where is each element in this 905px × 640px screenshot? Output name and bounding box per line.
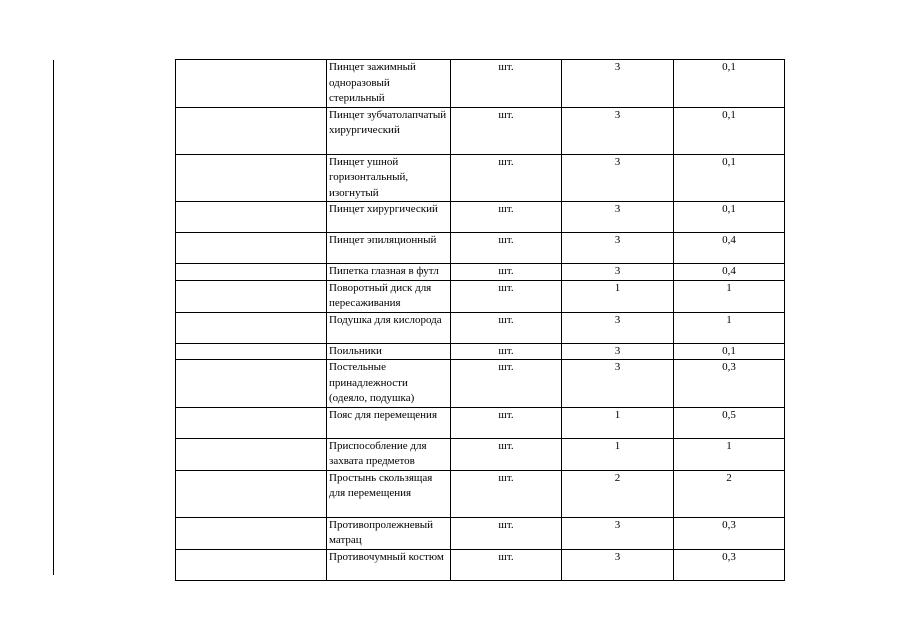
service-life-cell: 0,5 — [674, 407, 785, 438]
unit-cell: шт. — [451, 233, 562, 264]
quantity-cell: 3 — [562, 60, 674, 108]
unit-cell: шт. — [451, 549, 562, 580]
item-name-cell: Подушка для кислорода — [327, 312, 451, 343]
unit-cell: шт. — [451, 60, 562, 108]
service-life-cell: 0,3 — [674, 517, 785, 549]
quantity-cell: 3 — [562, 107, 674, 154]
quantity-cell: 1 — [562, 280, 674, 312]
quantity-cell: 3 — [562, 312, 674, 343]
unit-cell: шт. — [451, 107, 562, 154]
table-cell-empty — [176, 154, 327, 202]
item-name-cell: Простынь скользящая для перемещения — [327, 470, 451, 517]
table-row — [176, 280, 785, 312]
table-cell-empty — [176, 264, 327, 281]
item-name-cell: Пинцет ушной горизонтальный, изогнутый — [327, 154, 451, 202]
quantity-cell: 3 — [562, 549, 674, 580]
item-name-cell: Пинцет зубчатолапчатый хирургический — [327, 107, 451, 154]
service-life-cell: 1 — [674, 280, 785, 312]
unit-cell: шт. — [451, 470, 562, 517]
table-cell-empty — [176, 470, 327, 517]
quantity-cell: 3 — [562, 264, 674, 281]
unit-cell: шт. — [451, 280, 562, 312]
item-name-cell: Поильники — [327, 343, 451, 360]
table-row — [176, 202, 785, 233]
table-cell-empty — [176, 233, 327, 264]
table-row — [176, 470, 785, 517]
quantity-cell: 1 — [562, 438, 674, 470]
unit-cell: шт. — [451, 343, 562, 360]
service-life-cell: 0,3 — [674, 360, 785, 408]
service-life-cell: 1 — [674, 312, 785, 343]
table-cell-empty — [176, 343, 327, 360]
unit-cell: шт. — [451, 407, 562, 438]
table-row — [176, 154, 785, 202]
unit-cell: шт. — [451, 360, 562, 408]
unit-cell: шт. — [451, 154, 562, 202]
service-life-cell: 0,4 — [674, 233, 785, 264]
quantity-cell: 2 — [562, 470, 674, 517]
service-life-cell: 0,1 — [674, 154, 785, 202]
service-life-cell: 2 — [674, 470, 785, 517]
table-cell-empty — [176, 107, 327, 154]
table-row — [176, 312, 785, 343]
service-life-cell: 0,3 — [674, 549, 785, 580]
table-row — [176, 549, 785, 580]
quantity-cell: 1 — [562, 407, 674, 438]
service-life-cell: 0,1 — [674, 343, 785, 360]
item-name-cell: Противочумный костюм — [327, 549, 451, 580]
equipment-table — [175, 59, 785, 581]
quantity-cell: 3 — [562, 517, 674, 549]
table-row — [176, 438, 785, 470]
item-name-cell: Пояс для перемещения — [327, 407, 451, 438]
table-cell-empty — [176, 549, 327, 580]
unit-cell: шт. — [451, 312, 562, 343]
quantity-cell: 3 — [562, 343, 674, 360]
service-life-cell: 0,4 — [674, 264, 785, 281]
quantity-cell: 3 — [562, 360, 674, 408]
table-row — [176, 360, 785, 408]
service-life-cell: 0,1 — [674, 107, 785, 154]
item-name-cell: Пинцет хирургический — [327, 202, 451, 233]
unit-cell: шт. — [451, 202, 562, 233]
table-cell-empty — [176, 60, 327, 108]
service-life-cell: 0,1 — [674, 202, 785, 233]
item-name-cell: Пипетка глазная в футл — [327, 264, 451, 281]
table-cell-empty — [176, 280, 327, 312]
page-margin-line — [53, 60, 54, 575]
table-row — [176, 343, 785, 360]
table-row — [176, 107, 785, 154]
table-cell-empty — [176, 438, 327, 470]
table-row — [176, 60, 785, 108]
unit-cell: шт. — [451, 438, 562, 470]
table-cell-empty — [176, 360, 327, 408]
table-cell-empty — [176, 407, 327, 438]
quantity-cell: 3 — [562, 154, 674, 202]
item-name-cell: Противопролежневый матрац — [327, 517, 451, 549]
item-name-cell: Постельные принадлежности (одеяло, подушка) — [327, 360, 451, 408]
service-life-cell: 1 — [674, 438, 785, 470]
quantity-cell: 3 — [562, 202, 674, 233]
unit-cell: шт. — [451, 517, 562, 549]
table-row — [176, 264, 785, 281]
service-life-cell: 0,1 — [674, 60, 785, 108]
table-cell-empty — [176, 517, 327, 549]
quantity-cell: 3 — [562, 233, 674, 264]
unit-cell: шт. — [451, 264, 562, 281]
table-row — [176, 517, 785, 549]
table-row — [176, 233, 785, 264]
table-row — [176, 407, 785, 438]
item-name-cell: Приспособление для захвата предметов — [327, 438, 451, 470]
table-cell-empty — [176, 312, 327, 343]
item-name-cell: Пинцет зажимный одноразовый стерильный — [327, 60, 451, 108]
item-name-cell: Пинцет эпиляционный — [327, 233, 451, 264]
table-cell-empty — [176, 202, 327, 233]
item-name-cell: Поворотный диск для пересаживания — [327, 280, 451, 312]
